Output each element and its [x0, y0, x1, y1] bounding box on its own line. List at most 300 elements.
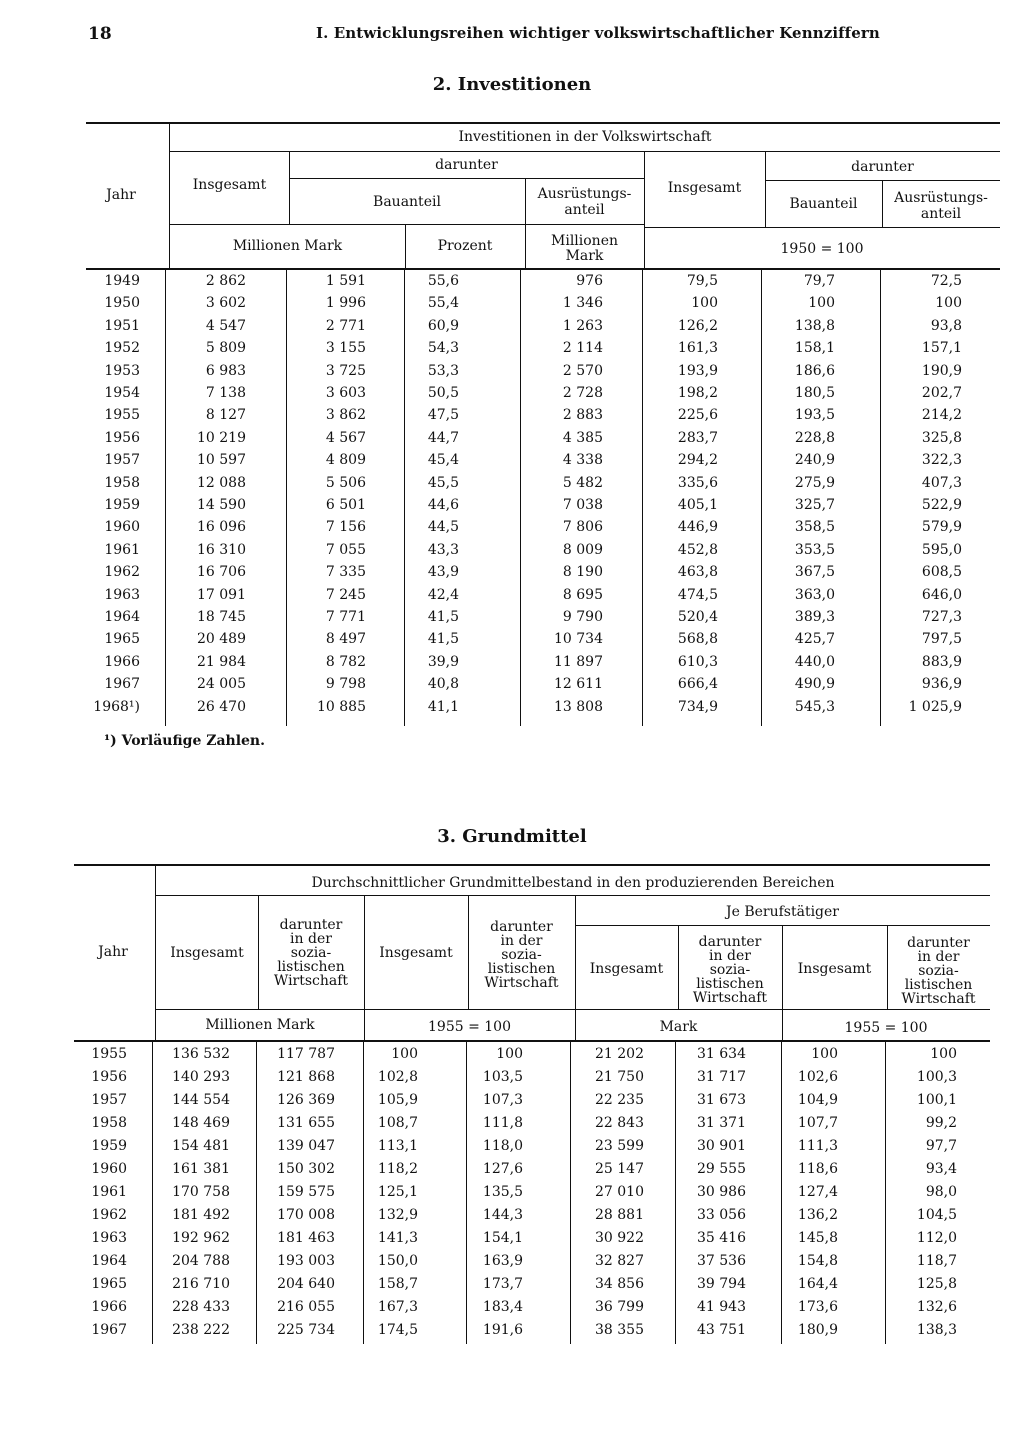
- table-cell: 2 570: [562, 362, 603, 379]
- row-year: 1963: [104, 586, 140, 603]
- row-year: 1949: [104, 273, 140, 289]
- table-cell: 112,0: [916, 1230, 957, 1246]
- table-cell: 31 634: [697, 1046, 746, 1062]
- table-cell: 204 640: [277, 1276, 335, 1292]
- row-year: 1956: [104, 429, 140, 446]
- table-cell: 54,3: [427, 340, 459, 357]
- table-cell: 102,8: [377, 1069, 418, 1085]
- table-cell: 204 788: [172, 1253, 230, 1269]
- table-cell: 180,9: [797, 1322, 838, 1338]
- table-cell: 367,5: [794, 564, 835, 581]
- table-cell: 727,3: [921, 609, 962, 625]
- col-header-jahr: Jahr: [106, 187, 136, 203]
- table-cell: 3 725: [325, 362, 366, 379]
- darunter-line-1: darunter: [279, 917, 343, 933]
- table-cell: 4 338: [562, 452, 603, 469]
- table-cell: 29 555: [697, 1161, 746, 1177]
- table-cell: 158,7: [377, 1276, 418, 1292]
- table-cell: 225 734: [277, 1322, 335, 1338]
- table-cell: 118,6: [797, 1161, 838, 1177]
- table-cell: 883,9: [921, 653, 962, 670]
- darunter-line-2: in der: [500, 933, 543, 949]
- row-year: 1952: [104, 340, 140, 357]
- table-cell: 595,0: [921, 541, 962, 558]
- table-cell: 31 717: [697, 1069, 746, 1085]
- table-cell: 32 827: [595, 1253, 644, 1269]
- table-cell: 9 798: [325, 676, 366, 693]
- table-cell: 193,5: [794, 407, 835, 424]
- row-year: 1967: [91, 1322, 127, 1338]
- darunter-line-4: listischen: [696, 976, 764, 992]
- table-cell: 12 088: [197, 474, 246, 491]
- table-cell: 121 868: [277, 1069, 335, 1085]
- table-cell: 181 463: [277, 1230, 335, 1246]
- table-cell: 107,3: [482, 1092, 523, 1108]
- table-cell: 228,8: [794, 429, 835, 446]
- table-cell: 38 355: [595, 1322, 644, 1338]
- table-cell: 104,9: [797, 1092, 838, 1108]
- table-cell: 24 005: [197, 676, 246, 693]
- table-cell: 183,4: [482, 1299, 523, 1315]
- darunter-line-1: darunter: [907, 935, 970, 951]
- table-cell: 144 554: [172, 1092, 230, 1108]
- table-cell: 16 310: [197, 541, 246, 558]
- table-cell: 44,6: [427, 497, 459, 513]
- table-cell: 111,3: [797, 1138, 838, 1154]
- table-cell: 140 293: [172, 1069, 230, 1085]
- table-cell: 9 790: [562, 609, 603, 625]
- table-cell: 646,0: [921, 586, 962, 603]
- table-cell: 228 433: [172, 1299, 230, 1315]
- table-cell: 44,7: [427, 429, 459, 446]
- unit-mark: Mark: [565, 248, 604, 264]
- table-cell: 118,7: [916, 1253, 957, 1269]
- table-cell: 158,1: [794, 340, 835, 357]
- table-cell: 238 222: [172, 1322, 230, 1338]
- table-cell: 5 482: [562, 474, 603, 491]
- table-cell: 3 155: [325, 340, 366, 357]
- darunter-line-2: in der: [290, 931, 332, 947]
- table-cell: 797,5: [921, 631, 962, 648]
- darunter-line-3: sozia-: [709, 962, 751, 978]
- table-cell: 202,7: [921, 385, 962, 401]
- header-grundmittelbestand: Durchschnittlicher Grundmittelbestand in den produzierenden Bereichen: [311, 875, 835, 891]
- unit-millionen-mark: Millionen Mark: [232, 238, 343, 254]
- table-cell: 173,6: [797, 1299, 838, 1315]
- table-cell: 7 138: [205, 385, 246, 401]
- table-cell: 108,7: [377, 1115, 418, 1131]
- table-cell: 407,3: [921, 474, 962, 491]
- header-je-berufstaetiger: Je Berufstätiger: [725, 904, 839, 920]
- unit-millionen-mark: Millionen Mark: [205, 1017, 315, 1033]
- table-cell: 28 881: [595, 1207, 644, 1223]
- table-cell: 21 750: [595, 1069, 644, 1085]
- table-cell: 8 127: [205, 407, 246, 424]
- table-cell: 34 856: [595, 1276, 644, 1292]
- table-cell: 136,2: [797, 1207, 838, 1223]
- table-cell: 3 862: [325, 407, 366, 424]
- col-header-ausruestung-index-2: anteil: [920, 206, 962, 222]
- table-cell: 100,3: [916, 1069, 957, 1085]
- table-cell: 164,4: [797, 1276, 838, 1292]
- table-cell: 41,5: [427, 609, 459, 625]
- unit-index-1950: 1950 = 100: [780, 241, 864, 257]
- table-cell: 10 734: [554, 631, 603, 648]
- table-cell: 193,9: [677, 362, 718, 379]
- col-header-bauanteil: Bauanteil: [373, 194, 441, 210]
- table-cell: 463,8: [677, 564, 718, 581]
- row-year: 1958: [104, 474, 140, 491]
- col-header-insgesamt-abs: Insgesamt: [192, 177, 267, 193]
- table-cell: 99,2: [925, 1115, 957, 1131]
- table-cell: 353,5: [794, 541, 835, 558]
- table-cell: 22 843: [595, 1115, 644, 1131]
- row-year: 1965: [104, 631, 140, 648]
- table-cell: 325,7: [794, 497, 835, 513]
- table-cell: 132,6: [916, 1299, 957, 1315]
- table-cell: 100: [811, 1046, 838, 1062]
- table-cell: 20 489: [197, 631, 246, 648]
- table-cell: 154 481: [172, 1138, 230, 1154]
- col-header-jahr: Jahr: [98, 944, 128, 960]
- table-cell: 294,2: [677, 452, 718, 469]
- table-cell: 23 599: [595, 1138, 644, 1154]
- table-cell: 26 470: [197, 698, 246, 715]
- table-cell: 11 897: [554, 653, 603, 670]
- darunter-line-5: Wirtschaft: [692, 990, 768, 1006]
- table-cell: 5 809: [205, 340, 246, 357]
- col-header-ausruestung-2: anteil: [564, 202, 605, 218]
- table-cell: 2 114: [562, 340, 603, 357]
- table-cell: 1 591: [325, 273, 366, 289]
- table-cell: 21 202: [595, 1046, 644, 1062]
- table-cell: 275,9: [794, 474, 835, 491]
- header-investitionen-volkswirtschaft: Investitionen in der Volkswirtschaft: [458, 129, 712, 145]
- table-cell: 13 808: [554, 698, 603, 715]
- row-year: 1961: [91, 1184, 127, 1200]
- table-cell: 4 567: [325, 429, 366, 446]
- row-year: 1960: [91, 1161, 127, 1177]
- table-cell: 100: [935, 295, 962, 312]
- row-year: 1966: [104, 653, 140, 670]
- table-cell: 389,3: [794, 609, 835, 625]
- col-header-insgesamt-index-je: Insgesamt: [797, 961, 872, 977]
- table-cell: 93,8: [930, 317, 962, 334]
- table-cell: 522,9: [921, 497, 962, 513]
- table-cell: 79,5: [686, 273, 718, 289]
- table-cell: 240,9: [794, 452, 835, 469]
- table-cell: 104,5: [916, 1207, 957, 1223]
- row-year: 1968¹): [93, 698, 140, 715]
- running-title: I. Entwicklungsreihen wichtiger volkswirtschaftlicher Kennziffern: [316, 24, 880, 42]
- table-cell: 7 335: [325, 564, 366, 581]
- table-cell: 325,8: [921, 429, 962, 446]
- table-cell: 135,5: [482, 1184, 523, 1200]
- table-cell: 192 962: [172, 1230, 230, 1246]
- row-year: 1950: [104, 295, 140, 312]
- table-cell: 107,7: [797, 1115, 838, 1131]
- table-cell: 150 302: [277, 1161, 335, 1177]
- col-header-insgesamt-index: Insgesamt: [379, 945, 453, 961]
- table-cell: 4 809: [325, 452, 366, 469]
- table-cell: 60,9: [427, 317, 459, 334]
- darunter-line-4: listischen: [904, 977, 973, 993]
- table-cell: 138,3: [916, 1322, 957, 1338]
- table-cell: 127,4: [797, 1184, 838, 1200]
- table-cell: 936,9: [921, 676, 962, 693]
- row-year: 1954: [104, 385, 140, 401]
- table-cell: 30 901: [697, 1138, 746, 1154]
- row-year: 1958: [91, 1115, 127, 1131]
- table-cell: 1 346: [562, 295, 603, 312]
- unit-mark: Mark: [659, 1019, 698, 1035]
- table-cell: 1 996: [325, 295, 366, 312]
- row-year: 1957: [91, 1092, 127, 1108]
- table-cell: 7 806: [562, 519, 603, 536]
- table-cell: 474,5: [677, 586, 718, 603]
- table-cell: 7 038: [562, 497, 603, 513]
- table-cell: 103,5: [482, 1069, 523, 1085]
- table-cell: 214,2: [921, 407, 962, 424]
- table-cell: 163,9: [482, 1253, 523, 1269]
- table-cell: 113,1: [377, 1138, 418, 1154]
- table-cell: 45,4: [427, 452, 459, 469]
- table-cell: 100: [808, 295, 835, 312]
- table-cell: 100: [496, 1046, 523, 1062]
- table-cell: 43,3: [427, 541, 459, 558]
- table-cell: 170 008: [277, 1207, 335, 1223]
- table-cell: 6 983: [205, 362, 246, 379]
- table-cell: 191,6: [482, 1322, 523, 1338]
- table-cell: 7 771: [325, 609, 366, 625]
- table-cell: 216 710: [172, 1276, 230, 1292]
- table-cell: 42,4: [427, 586, 459, 603]
- table-cell: 55,4: [427, 295, 459, 312]
- table-cell: 157,1: [921, 340, 962, 357]
- row-year: 1955: [91, 1046, 127, 1062]
- table-cell: 363,0: [794, 586, 835, 603]
- table-cell: 159 575: [277, 1184, 335, 1200]
- table-cell: 8 190: [562, 564, 603, 581]
- header-darunter-right: darunter: [851, 159, 914, 175]
- row-year: 1965: [91, 1276, 127, 1292]
- table-cell: 16 706: [197, 564, 246, 581]
- table-cell: 136 532: [172, 1046, 230, 1062]
- table-cell: 125,1: [377, 1184, 418, 1200]
- table-cell: 174,5: [377, 1322, 418, 1338]
- table-cell: 127,6: [482, 1161, 523, 1177]
- table-cell: 105,9: [377, 1092, 418, 1108]
- table-cell: 568,8: [677, 631, 718, 648]
- col-header-insgesamt-index: Insgesamt: [667, 180, 742, 196]
- darunter-line-3: sozia-: [918, 963, 959, 979]
- table-cell: 93,4: [925, 1161, 957, 1177]
- table-cell: 39,9: [427, 653, 459, 670]
- table-cell: 37 536: [697, 1253, 746, 1269]
- table-cell: 358,5: [794, 519, 835, 536]
- table-cell: 79,7: [803, 273, 835, 289]
- table-cell: 30 986: [697, 1184, 746, 1200]
- table-cell: 440,0: [794, 653, 835, 670]
- row-year: 1962: [104, 564, 140, 581]
- table-cell: 180,5: [794, 385, 835, 401]
- unit-index-1955: 1955 = 100: [428, 1019, 511, 1035]
- table-cell: 55,6: [427, 273, 459, 289]
- table-cell: 5 506: [325, 474, 366, 491]
- table-cell: 8 695: [562, 586, 603, 603]
- table-cell: 35 416: [697, 1230, 746, 1246]
- table-cell: 10 885: [317, 698, 366, 715]
- row-year: 1962: [91, 1207, 127, 1223]
- table-cell: 198,2: [677, 385, 718, 401]
- table-cell: 608,5: [921, 564, 962, 581]
- darunter-line-1: darunter: [698, 934, 762, 950]
- table-cell: 425,7: [794, 631, 835, 648]
- section-title-grundmittel: 3. Grundmittel: [437, 826, 587, 847]
- table-cell: 335,6: [677, 474, 718, 491]
- table-cell: 7 245: [325, 586, 366, 603]
- header-darunter-left: darunter: [435, 157, 498, 173]
- table-cell: 405,1: [677, 497, 718, 513]
- table-cell: 145,8: [797, 1230, 838, 1246]
- table-cell: 40,8: [427, 676, 459, 693]
- table-cell: 8 009: [562, 541, 603, 558]
- darunter-line-5: Wirtschaft: [273, 973, 349, 989]
- table-cell: 154,1: [482, 1230, 523, 1246]
- table-cell: 47,5: [427, 407, 459, 424]
- table-cell: 170 758: [172, 1184, 230, 1200]
- unit-prozent: Prozent: [437, 238, 493, 254]
- table-cell: 666,4: [677, 676, 718, 693]
- table-cell: 14 590: [197, 497, 246, 513]
- table-cell: 2 728: [562, 385, 603, 401]
- table-cell: 150,0: [377, 1253, 418, 1269]
- darunter-line-3: sozia-: [290, 945, 332, 961]
- table-cell: 3 602: [205, 295, 246, 312]
- table-cell: 161 381: [172, 1161, 230, 1177]
- table-cell: 190,9: [921, 362, 962, 379]
- table-cell: 141,3: [377, 1230, 418, 1246]
- table-cell: 100: [691, 295, 718, 312]
- table-cell: 18 745: [197, 609, 246, 625]
- darunter-line-5: Wirtschaft: [901, 991, 976, 1007]
- table-cell: 2 883: [562, 407, 603, 424]
- table-cell: 100: [930, 1046, 957, 1062]
- unit-millionen: Millionen: [551, 233, 618, 249]
- table-cell: 2 862: [205, 273, 246, 289]
- table-cell: 30 922: [595, 1230, 644, 1246]
- table-cell: 16 096: [197, 519, 246, 536]
- table-cell: 22 235: [595, 1092, 644, 1108]
- table-cell: 44,5: [427, 519, 459, 536]
- table-cell: 72,5: [930, 273, 962, 289]
- row-year: 1955: [104, 407, 140, 424]
- table-cell: 186,6: [794, 362, 835, 379]
- table-cell: 98,0: [925, 1184, 957, 1200]
- row-year: 1963: [91, 1230, 127, 1246]
- table-cell: 43,9: [427, 564, 459, 581]
- table-cell: 21 984: [197, 653, 246, 670]
- table-cell: 8 782: [325, 653, 366, 670]
- table-cell: 36 799: [595, 1299, 644, 1315]
- table-cell: 41,5: [427, 631, 459, 648]
- darunter-line-2: in der: [917, 949, 960, 965]
- table-cell: 45,5: [427, 474, 459, 491]
- table-cell: 154,8: [797, 1253, 838, 1269]
- table-cell: 138,8: [794, 317, 835, 334]
- row-year: 1956: [91, 1069, 127, 1085]
- table-cell: 25 147: [595, 1161, 644, 1177]
- table-cell: 161,3: [677, 340, 718, 357]
- table-cell: 6 501: [325, 497, 366, 513]
- table-cell: 97,7: [925, 1138, 957, 1154]
- table-cell: 31 371: [697, 1115, 746, 1131]
- table-cell: 322,3: [921, 452, 962, 469]
- table-cell: 734,9: [677, 698, 718, 715]
- col-header-ausruestung-1: Ausrüstungs-: [537, 186, 632, 202]
- table-cell: 125,8: [916, 1276, 957, 1292]
- table-cell: 545,3: [794, 698, 835, 715]
- table-cell: 33 056: [697, 1207, 746, 1223]
- table-cell: 50,5: [427, 385, 459, 401]
- darunter-line-4: listischen: [487, 961, 556, 977]
- table-cell: 118,0: [482, 1138, 523, 1154]
- col-header-insgesamt-mio: Insgesamt: [170, 945, 244, 961]
- table-cell: 610,3: [677, 653, 718, 670]
- col-header-darunter-index: [468, 920, 575, 990]
- row-year: 1951: [104, 317, 140, 334]
- table-cell: 446,9: [677, 519, 718, 536]
- row-year: 1959: [91, 1138, 127, 1154]
- row-year: 1957: [104, 452, 140, 469]
- table-cell: 148 469: [172, 1115, 230, 1131]
- table-cell: 2 771: [325, 317, 366, 334]
- darunter-line-4: listischen: [277, 959, 345, 975]
- col-header-ausruestung-index-1: Ausrüstungs-: [894, 190, 988, 206]
- table-cell: 31 673: [697, 1092, 746, 1108]
- table-cell: 225,6: [677, 407, 718, 424]
- table-cell: 144,3: [482, 1207, 523, 1223]
- table-cell: 8 497: [325, 631, 366, 648]
- table-cell: 100,1: [916, 1092, 957, 1108]
- table-cell: 1 025,9: [908, 698, 962, 715]
- page-number: 18: [88, 24, 112, 44]
- table-cell: 27 010: [595, 1184, 644, 1200]
- table-cell: 7 055: [325, 541, 366, 558]
- table-cell: 283,7: [677, 429, 718, 446]
- table-cell: 139 047: [277, 1138, 335, 1154]
- section-title-investitionen: 2. Investitionen: [432, 74, 592, 95]
- darunter-line-2: in der: [709, 948, 751, 964]
- table-cell: 43 751: [697, 1322, 746, 1338]
- footnote: ¹) Vorläufige Zahlen.: [104, 733, 265, 749]
- table-cell: 7 156: [325, 519, 366, 536]
- table-cell: 17 091: [197, 586, 246, 603]
- table-cell: 100: [391, 1046, 418, 1062]
- row-year: 1960: [104, 519, 140, 536]
- col-header-darunter-mark: [678, 935, 782, 1005]
- row-year: 1967: [104, 676, 140, 693]
- table-cell: 126,2: [677, 317, 718, 334]
- table-cell: 490,9: [794, 676, 835, 693]
- darunter-line-5: Wirtschaft: [484, 975, 559, 991]
- table-cell: 118,2: [377, 1161, 418, 1177]
- table-cell: 10 219: [197, 429, 246, 446]
- table-cell: 193 003: [277, 1253, 335, 1269]
- table-cell: 126 369: [277, 1092, 335, 1108]
- table-cell: 520,4: [677, 609, 718, 625]
- table-cell: 4 385: [562, 429, 603, 446]
